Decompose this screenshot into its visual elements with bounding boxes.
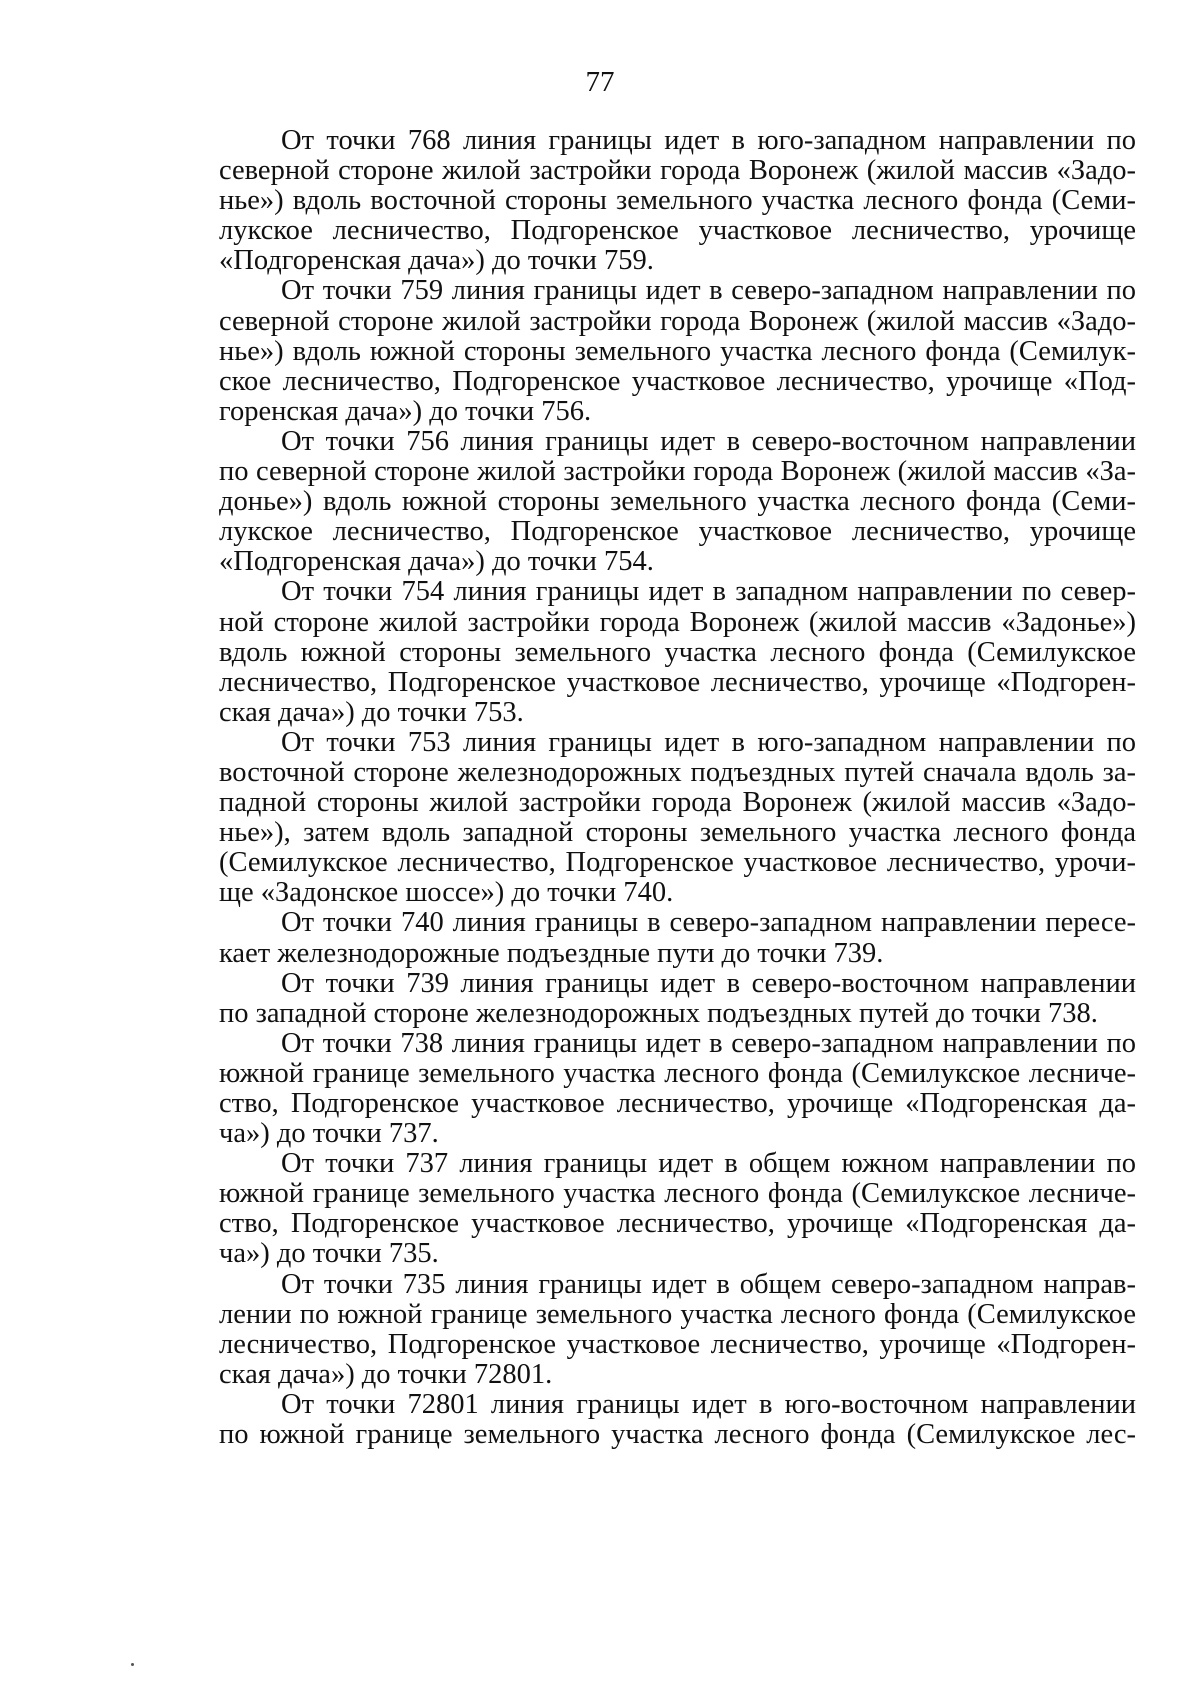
text-line: северной стороне жилой застройки города Воронеж (жилой массив «Задо-: [219, 306, 1136, 337]
text-line: От точки 753 линия границы идет в юго-западном направлении по: [281, 727, 1136, 758]
text-line: восточной стороне железнодорожных подъездных путей сначала вдоль за-: [219, 757, 1136, 788]
text-line: вдоль южной стороны земельного участка лесного фонда (Семилукское: [219, 637, 1136, 668]
text-line: ство, Подгоренское участковое лесничество, урочище «Подгоренская да-: [219, 1209, 1136, 1240]
text-line: горенская дача») до точки 756.: [219, 396, 592, 427]
text-line: От точки 740 линия границы в северо-западном направлении пересе-: [281, 908, 1136, 939]
text-line: нье») вдоль восточной стороны земельного участка лесного фонда (Семи-: [219, 186, 1136, 217]
document-body: [219, 126, 1136, 1450]
paragraph: [219, 728, 1136, 909]
text-line: кает железнодорожные подъездные пути до точки 739.: [219, 938, 884, 969]
paragraph: [219, 1270, 1136, 1390]
text-line: донье») вдоль южной стороны земельного участка лесного фонда (Семи-: [219, 487, 1136, 518]
text-line: падной стороны жилой застройки города Воронеж (жилой массив «Задо-: [219, 788, 1136, 819]
text-line: «Подгоренская дача») до точки 754.: [219, 547, 654, 578]
text-line: ство, Подгоренское участковое лесничество, урочище «Подгоренская да-: [219, 1089, 1136, 1119]
text-line: ной стороне жилой застройки города Воронеж (жилой массив «Задонье»): [219, 607, 1136, 638]
paragraph: [219, 1149, 1136, 1269]
text-line: по западной стороне железнодорожных подъездных путей до точки 738.: [219, 998, 1098, 1029]
text-line: ча») до точки 737.: [219, 1119, 439, 1150]
paragraph: [219, 577, 1136, 727]
paragraph: [219, 427, 1136, 577]
text-line: ще «Задонское шоссе») до точки 740.: [219, 878, 674, 909]
text-line: От точки 735 линия границы идет в общем северо-западном направ-: [281, 1269, 1136, 1300]
paragraph: [219, 1390, 1136, 1450]
text-line: ская дача») до точки 753.: [219, 697, 524, 728]
text-line: От точки 739 линия границы идет в северо-восточном направлении: [281, 968, 1136, 999]
paragraph: [219, 276, 1136, 426]
text-line: лукское лесничество, Подгоренское участковое лесничество, урочище: [219, 517, 1136, 548]
text-line: От точки 759 линия границы идет в северо-западном направлении по: [281, 276, 1136, 307]
text-line: От точки 768 линия границы идет в юго-западном направлении по: [281, 126, 1136, 156]
text-line: северной стороне жилой застройки города Воронеж (жилой массив «Задо-: [219, 156, 1136, 187]
text-line: ская дача») до точки 72801.: [219, 1359, 553, 1390]
text-line: нье»), затем вдоль западной стороны земельного участка лесного фонда: [219, 818, 1136, 849]
text-line: лесничество, Подгоренское участковое лесничество, урочище «Подгорен-: [219, 1329, 1136, 1360]
text-line: лесничество, Подгоренское участковое лесничество, урочище «Подгорен-: [219, 667, 1136, 698]
text-line: лукское лесничество, Подгоренское участковое лесничество, урочище: [219, 216, 1136, 247]
text-line: «Подгоренская дача») до точки 759.: [219, 246, 654, 277]
text-line: (Семилукское лесничество, Подгоренское участковое лесничество, урочи-: [219, 848, 1136, 879]
page-number: 77: [585, 66, 615, 98]
text-line: южной границе земельного участка лесного фонда (Семилукское лесниче-: [219, 1058, 1136, 1089]
text-line: южной границе земельного участка лесного фонда (Семилукское лесниче-: [219, 1179, 1136, 1210]
text-line: От точки 738 линия границы идет в северо-западном направлении по: [281, 1028, 1136, 1059]
scan-speck: [131, 1663, 134, 1666]
text-line: ча») до точки 735.: [219, 1239, 439, 1270]
text-line: лении по южной границе земельного участка лесного фонда (Семилукское: [219, 1299, 1136, 1330]
paragraph: [219, 126, 1136, 276]
text-line: ское лесничество, Подгоренское участковое лесничество, урочище «Под-: [219, 366, 1136, 397]
text-line: От точки 72801 линия границы идет в юго-восточном направлении: [281, 1389, 1136, 1420]
text-line: От точки 737 линия границы идет в общем южном направлении по: [281, 1149, 1136, 1180]
paragraph: [219, 969, 1136, 1029]
text-line: От точки 754 линия границы идет в западном направлении по север-: [281, 577, 1136, 608]
text-line: От точки 756 линия границы идет в северо-восточном направлении: [281, 426, 1136, 457]
paragraph: [219, 908, 1136, 968]
text-line: нье») вдоль южной стороны земельного участка лесного фонда (Семилук-: [219, 336, 1136, 367]
text-line: по южной границе земельного участка лесного фонда (Семилукское лес-: [219, 1420, 1136, 1451]
paragraph: [219, 1029, 1136, 1149]
text-line: по северной стороне жилой застройки города Воронеж (жилой массив «За-: [219, 457, 1136, 488]
